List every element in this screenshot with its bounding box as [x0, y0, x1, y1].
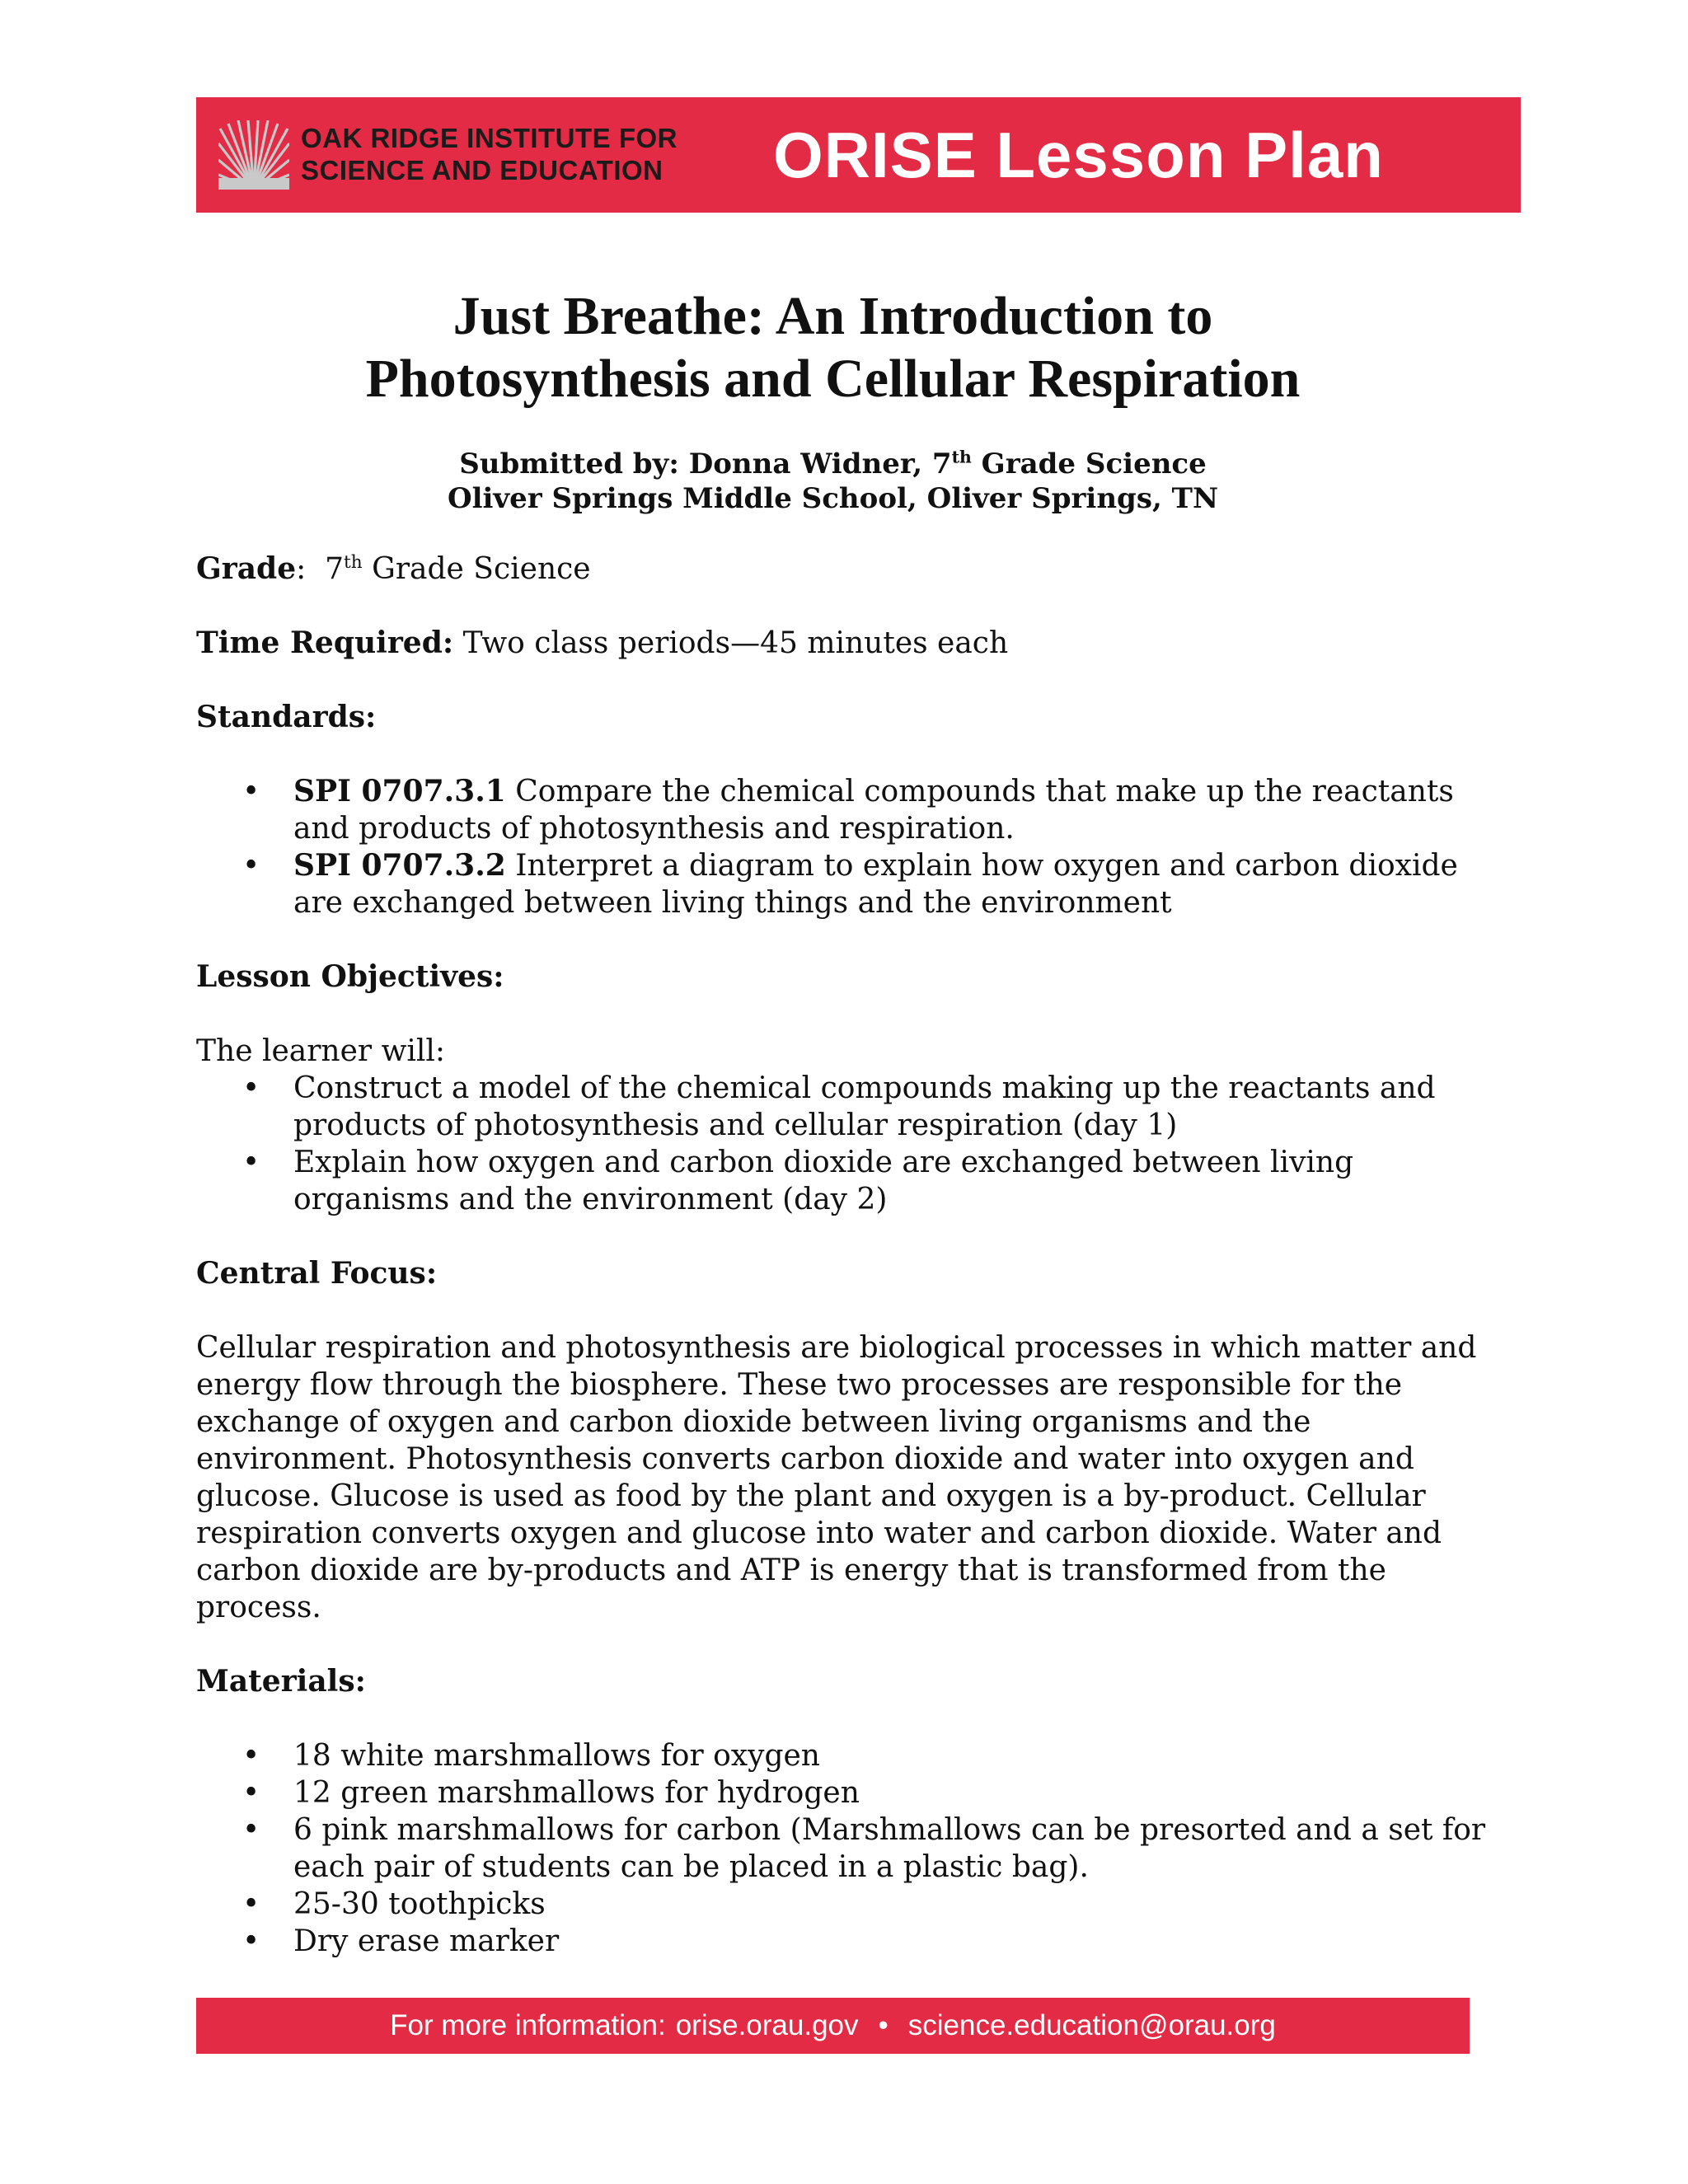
standards-list [196, 773, 1498, 921]
objectives-heading: Lesson Objectives: [196, 959, 504, 994]
grade-field: Grade: 7th Grade Science [196, 551, 591, 586]
org-name-line2: SCIENCE AND EDUCATION [301, 155, 663, 185]
list-item: • 18 white marshmallows for oxygen [293, 1737, 1498, 1774]
org-name-line1: OAK RIDGE INSTITUTE FOR [301, 123, 678, 153]
organization-name [301, 122, 678, 186]
list-item: • Construct a model of the chemical compounds making up the reactants and products of photosynthesis and cellular respiration (day 1) [293, 1070, 1498, 1144]
standard-text: Compare the chemical compounds that make up the reactants and products of photosynthesis and respiration. [293, 775, 1454, 846]
page-title [196, 285, 1470, 410]
footer-prefix: For more information: [390, 2009, 666, 2041]
footer-email-link[interactable]: science.education@orau.org [907, 2009, 1276, 2041]
sunburst-logo-icon [218, 120, 289, 190]
footer-website-link[interactable]: orise.orau.gov [675, 2009, 859, 2041]
objectives-intro: The learner will: [196, 1034, 446, 1068]
materials-list [196, 1737, 1498, 1960]
grade-ordinal: th [344, 552, 363, 573]
submitted-ordinal: th [951, 447, 972, 467]
central-focus-heading: Central Focus: [196, 1256, 438, 1291]
grade-number: 7 [325, 552, 345, 586]
header-banner [196, 97, 1521, 213]
grade-label: Grade [196, 551, 297, 586]
submitted-school: Oliver Springs Middle School, Oliver Springs, TN [447, 482, 1219, 515]
time-required-field [196, 625, 1498, 662]
time-required-value: Two class periods—45 minutes each [453, 626, 1009, 660]
submitted-subject: Grade Science [971, 448, 1207, 480]
banner-title: ORISE Lesson Plan [773, 119, 1384, 191]
list-item: • Dry erase marker [293, 1923, 1498, 1960]
list-item: • 6 pink marshmallows for carbon (Marshmallows can be presorted and a set for each pair of students can be placed in a plastic bag). [293, 1811, 1498, 1886]
materials-heading: Materials: [196, 1664, 366, 1699]
objectives-list [196, 1070, 1498, 1218]
lesson-body [196, 551, 1498, 1960]
list-item: • Explain how oxygen and carbon dioxide are exchanged between living organisms and the environment (day 2) [293, 1144, 1498, 1218]
list-item [293, 847, 1498, 921]
central-focus-body: Cellular respiration and photosynthesis are biological processes in which matter and energy flow through the biosphere. These two processes are responsible for the exchange of oxygen and carbon dioxide between living organisms and the environment. Photosynthesis converts carbon dioxide and water into oxygen and glucose. Glucose is used as food by the plant and oxygen is a by-product. Cellular respiration converts oxygen and glucose into water and carbon dioxide. Water and carbon dioxide are by-products and ATP is energy that is transformed from the process. [196, 1331, 1477, 1624]
standards-heading: Standards: [196, 700, 377, 734]
submitted-by [196, 447, 1470, 516]
standard-code: SPI 0707.3.1 [293, 774, 506, 808]
footer-separator: • [878, 2009, 889, 2041]
list-item [293, 773, 1498, 847]
title-line1: Just Breathe: An Introduction to [452, 286, 1213, 346]
submitted-author: Submitted by: Donna Widner, 7 [459, 448, 952, 480]
title-line2: Photosynthesis and Cellular Respiration [365, 349, 1301, 409]
grade-value: Grade Science [362, 552, 591, 586]
time-required-label: Time Required: [196, 626, 454, 660]
standard-code: SPI 0707.3.2 [293, 848, 506, 883]
submitted-line1 [196, 447, 1470, 481]
list-item: • 25-30 toothpicks [293, 1886, 1498, 1923]
list-item: • 12 green marshmallows for hydrogen [293, 1774, 1498, 1811]
standard-text: Interpret a diagram to explain how oxygen and carbon dioxide are exchanged between living things and the environment [293, 849, 1458, 920]
footer-bar [196, 1998, 1470, 2054]
